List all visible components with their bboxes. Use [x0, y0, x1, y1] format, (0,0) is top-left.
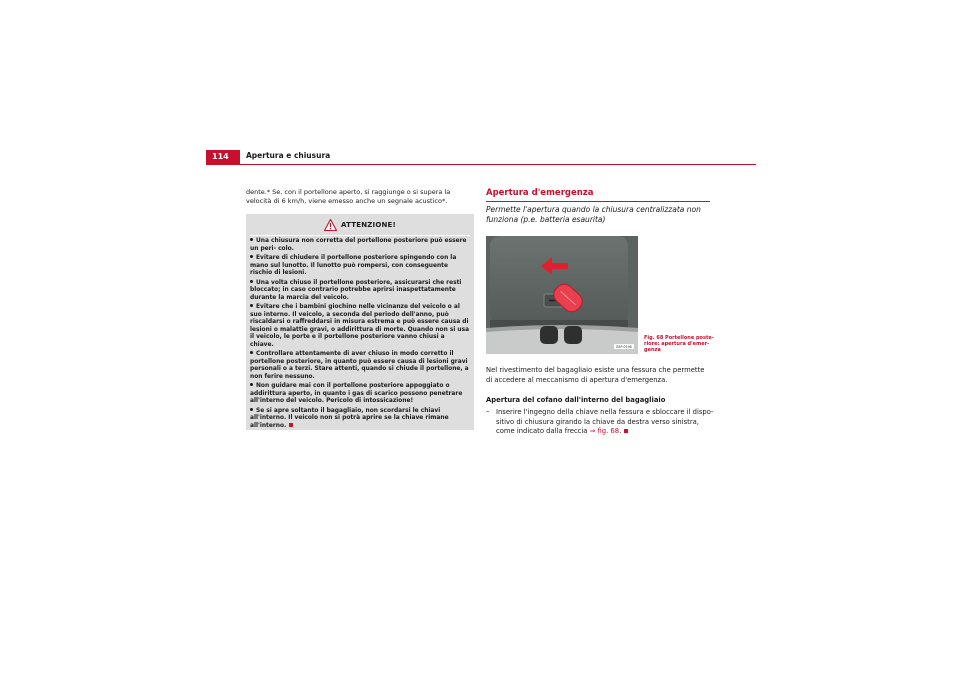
warning-item: [250, 408, 470, 431]
warning-item-text: Controllare attentamente di aver chiuso in modo corretto il portellone posteriore, in quanto può essere causa di lesioni gravi personali o a terzi. Stare attenti, quando si chiude il portellone, a non ferire nessuno.: [250, 351, 469, 380]
warning-item-text: Una chiusura non corretta del portellone posteriore può essere un peri- colo.: [250, 238, 467, 252]
warning-item-text: Evitare che i bambini giochino nelle vicinanze del veicolo o al suo interno. Il veicolo, a seconda del periodo dell'anno, può riscaldarsi o raffreddarsi in misura estrema e può essere causa di lesioni o malattie gravi, o addirittura di morte. Quando non si usa il veicolo, le porte e il portellone posteriore vanno chiusi a chiave.: [250, 304, 470, 348]
warning-item: [250, 255, 470, 278]
bullet-icon: [250, 408, 253, 411]
bullet-icon: [250, 280, 253, 283]
section-subtitle: Permette l'apertura quando la chiusura centralizzata non funziona (p.e. batteria esaurita): [486, 205, 701, 224]
warning-item-text: Una volta chiuso il portellone posteriore, assicurarsi che resti bloccato; in caso contrario potrebbe aprirsi inaspettatamente durante la marcia del veicolo.: [250, 279, 462, 301]
warning-item: [250, 304, 470, 349]
warning-item-text: Se si apre soltanto il bagagliaio, non scordarsi le chiavi all'interno. Il veicolo non si potrà aprire se la chiave rimane all'interno.: [250, 407, 449, 429]
warning-item: [250, 280, 470, 303]
warning-box: [246, 214, 474, 430]
warning-item-text: Evitare di chiudere il portellone posteriore spingendo con la mano sul lunotto. Il lunotto può rompersi, con conseguente rischio di lesioni.: [250, 255, 457, 276]
warning-title: ATTENZIONE!: [341, 220, 396, 229]
warning-item: [250, 383, 470, 406]
step-end: .: [619, 427, 622, 435]
bullet-icon: [250, 255, 253, 258]
bullet-icon: [250, 351, 253, 354]
warning-triangle-icon: [324, 219, 337, 231]
bullet-icon: [250, 238, 253, 241]
page-number: 114: [206, 150, 240, 164]
figure-image: [486, 236, 638, 354]
warning-item: [250, 238, 470, 253]
figure-reference-link[interactable]: ⇒ fig. 68: [589, 427, 620, 435]
body-text: Nel rivestimento del bagagliaio esiste una fessura che permette di accedere al meccanismo di apertura d'emergenza.: [486, 366, 705, 384]
warning-header: [250, 214, 470, 236]
procedure-step: [486, 408, 714, 437]
warning-list: [250, 236, 470, 430]
bullet-icon: [250, 304, 253, 307]
step-text: [496, 408, 714, 437]
figure-caption: Fig. 68 Portellone poste- riore: apertura d'emer- genza: [644, 335, 714, 353]
end-mark-icon: [624, 429, 628, 433]
procedure-heading: Apertura del cofano dall'interno del bagagliaio: [486, 396, 666, 404]
end-mark-icon: [289, 423, 293, 427]
intro-text: dente.* Se, con il portellone aperto, si raggiunge o si supera la velocità di 6 km/h, viene emesso anche un segnale acustico*.: [246, 188, 451, 205]
step-text-body: Inserire l'ingegno della chiave nella fessura e sbloccare il dispo- sitivo di chiusura girando la chiave da destra verso sinistra, come indicato dalla freccia: [496, 408, 714, 435]
running-header: Apertura e chiusura: [246, 151, 331, 160]
bullet-icon: [250, 383, 253, 386]
section-title: Apertura d'emergenza: [486, 188, 710, 202]
figure-code: B5P-0198: [616, 345, 632, 349]
header-rule: [206, 164, 756, 165]
warning-item-text: Non guidare mai con il portellone posteriore appoggiato o addirittura aperto, in quanto i gas di scarico possono penetrare all'interno del veicolo. Pericolo di intossicazione!: [250, 383, 463, 404]
step-dash: –: [486, 408, 490, 416]
warning-item: [250, 351, 470, 381]
